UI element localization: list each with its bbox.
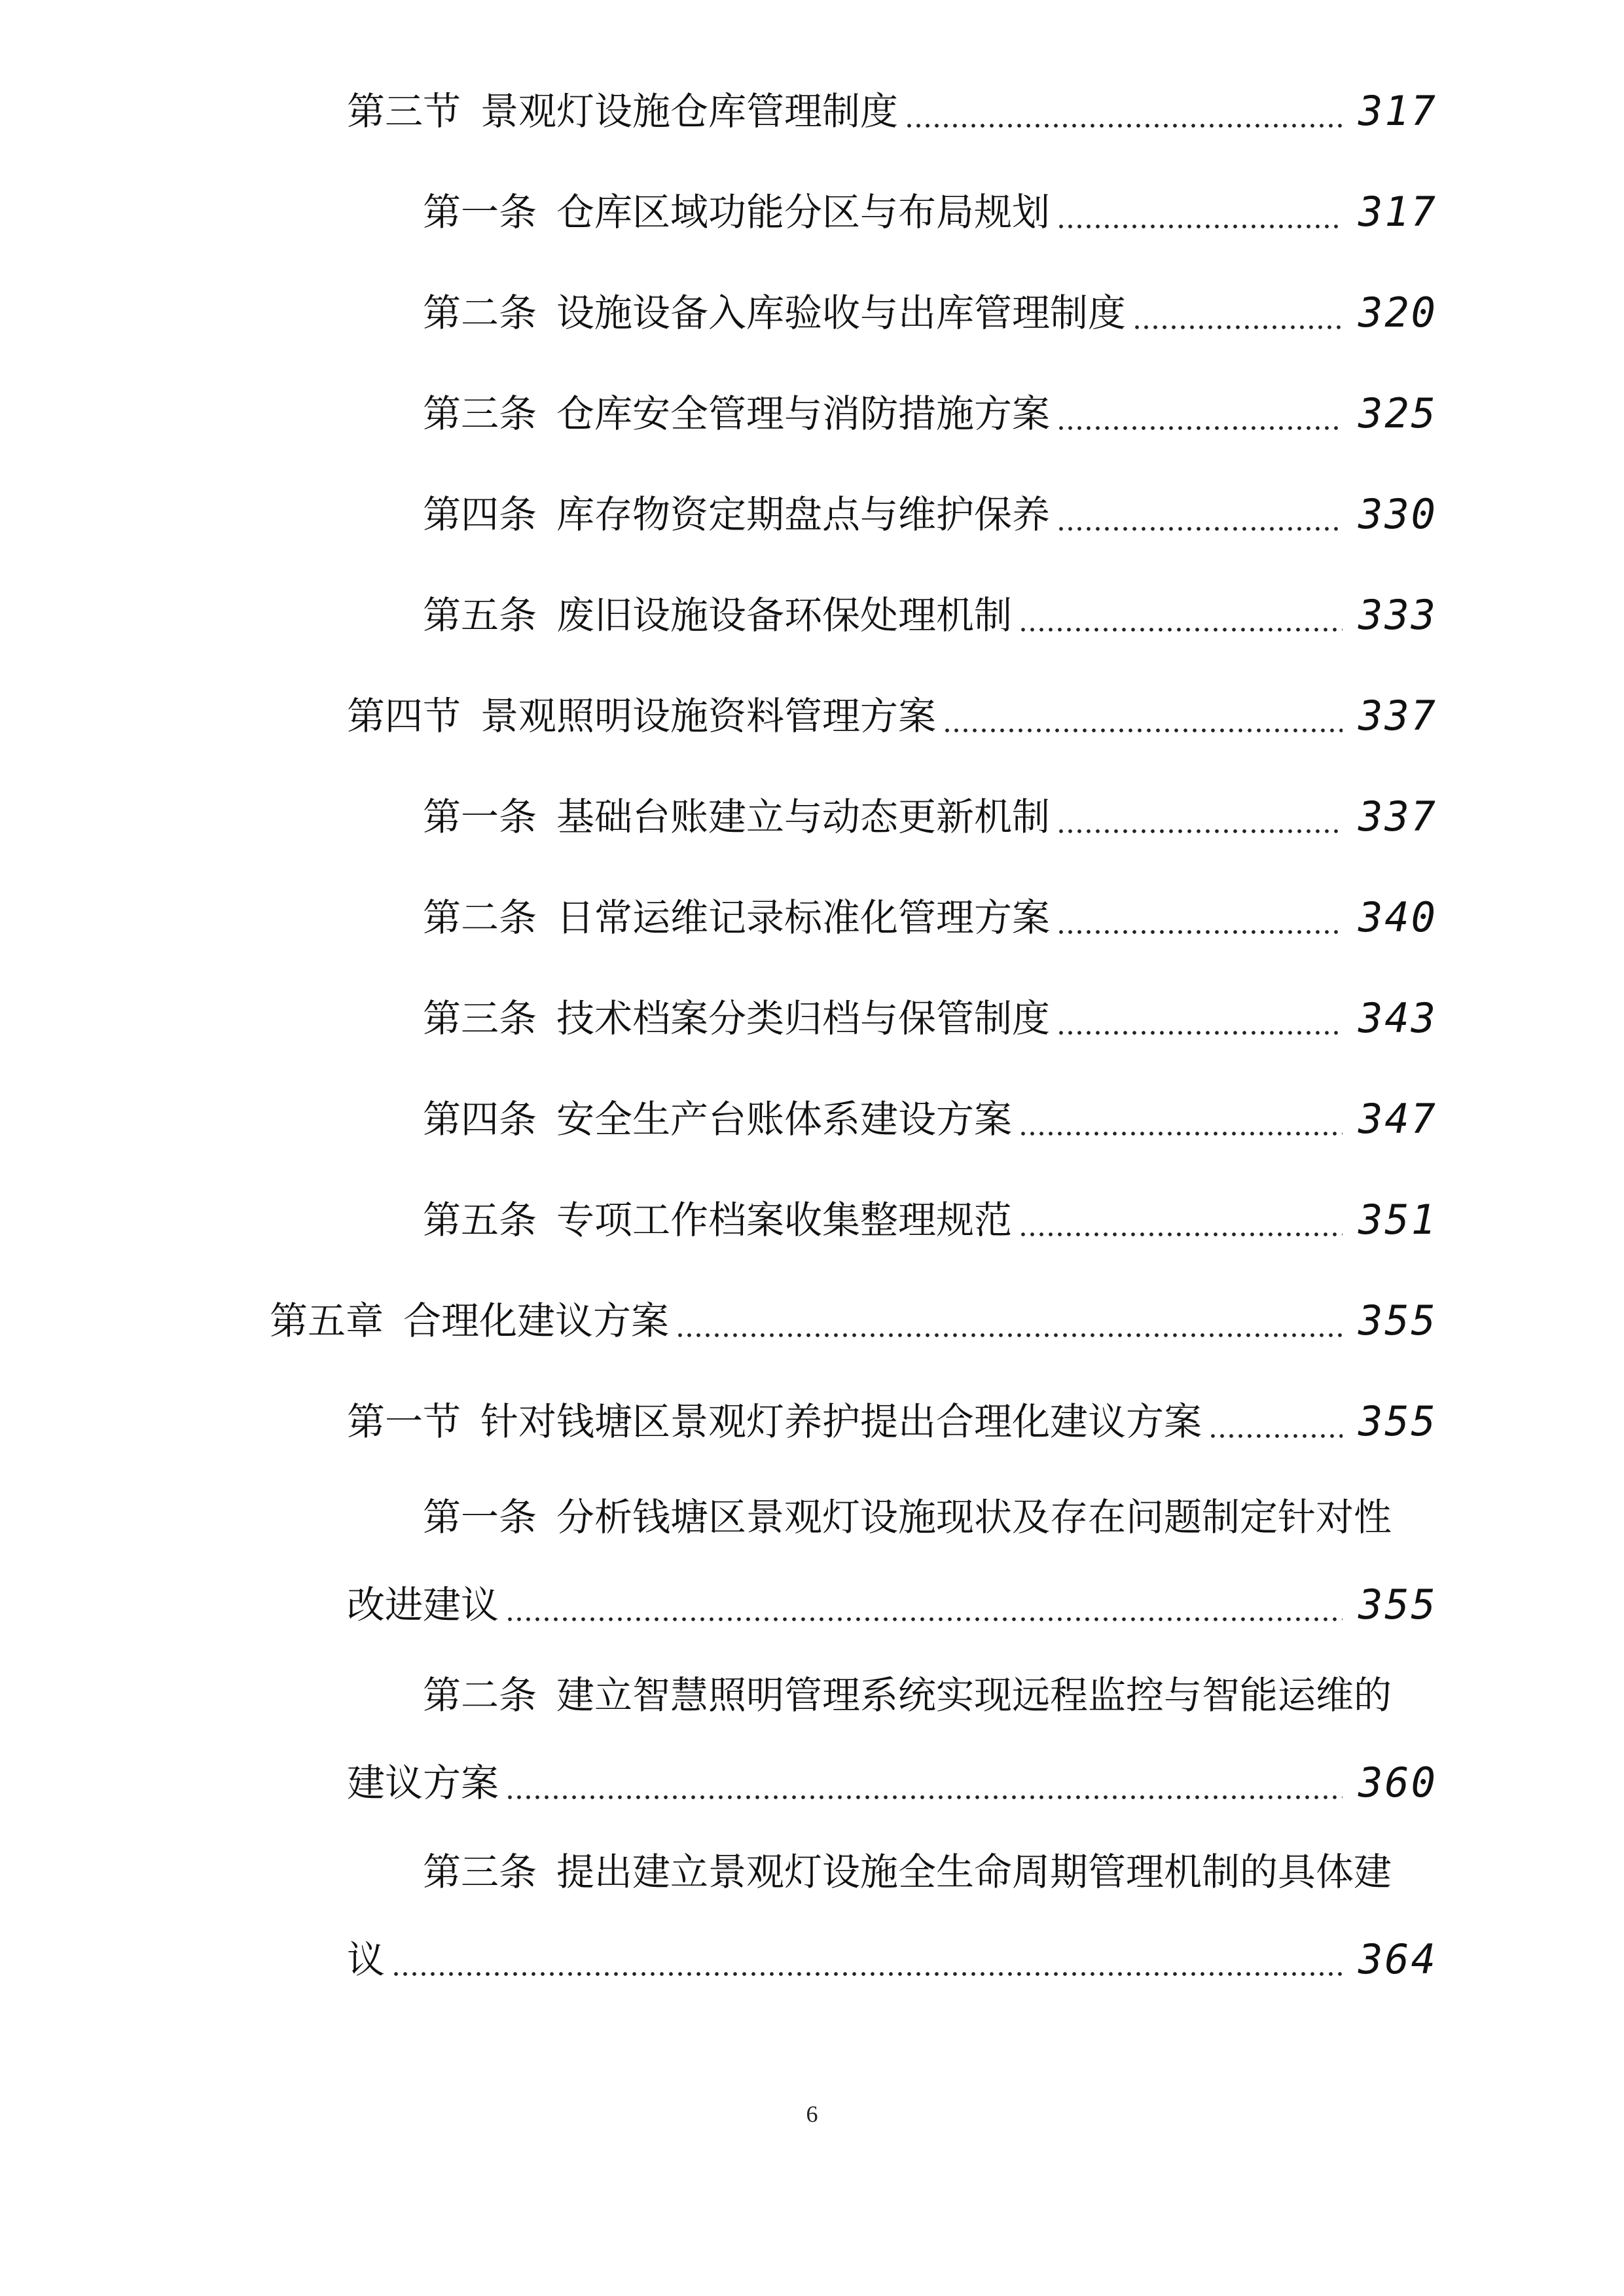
page-number: 6 xyxy=(806,2101,818,2127)
toc-entry-page: 320 xyxy=(1358,289,1437,336)
toc-entry-number: 第四条 xyxy=(423,1097,537,1141)
toc-entry-continuation[interactable] xyxy=(347,1750,1437,1816)
toc-entry-page: 364 xyxy=(1358,1935,1437,1983)
toc-entry-title: 仓库安全管理与消防措施方案 xyxy=(556,391,1051,436)
dot-leader xyxy=(1056,798,1343,836)
dot-leader xyxy=(1056,999,1343,1037)
toc-entry-article[interactable] xyxy=(423,986,1437,1051)
toc-entry-number: 第三条 xyxy=(423,1850,537,1894)
toc-entry-number: 第三条 xyxy=(423,996,537,1041)
toc-entry-page: 333 xyxy=(1358,591,1437,639)
toc-entry-page: 337 xyxy=(1358,692,1437,740)
toc-entry-title: 针对钱塘区景观灯养护提出合理化建议方案 xyxy=(480,1399,1202,1444)
toc-entry-title-continued: 议 xyxy=(347,1937,386,1982)
dot-leader xyxy=(1019,596,1343,634)
toc-entry-page: 317 xyxy=(1358,87,1437,135)
toc-entry-page: 330 xyxy=(1358,490,1437,538)
dot-leader xyxy=(1056,395,1343,433)
toc-entry-section[interactable] xyxy=(347,1389,1437,1454)
toc-entry-title: 废旧设施设备环保处理机制 xyxy=(556,593,1013,637)
toc-entry-chapter[interactable] xyxy=(270,1288,1437,1354)
toc-entry-title: 分析钱塘区景观灯设施现状及存在问题制定针对性 xyxy=(556,1495,1392,1539)
toc-entry-number: 第一条 xyxy=(423,1495,537,1539)
toc-entry-page: 343 xyxy=(1358,994,1437,1042)
dot-leader xyxy=(505,1586,1343,1624)
toc-entry-title: 合理化建议方案 xyxy=(403,1299,670,1343)
dot-leader xyxy=(1019,1201,1343,1239)
toc-entry-number: 第五条 xyxy=(423,1198,537,1242)
toc-entry-number: 第五条 xyxy=(423,593,537,637)
toc-entry-page: 360 xyxy=(1358,1759,1437,1806)
toc-entry-page: 325 xyxy=(1358,389,1437,437)
toc-entry-article[interactable] xyxy=(423,1086,1437,1152)
toc-entry-article[interactable] xyxy=(423,1187,1437,1253)
toc-entry-number: 第二条 xyxy=(423,895,537,940)
toc-entry-number: 第二条 xyxy=(423,1673,537,1717)
toc-entry-page: 351 xyxy=(1358,1196,1437,1244)
dot-leader xyxy=(391,1941,1343,1979)
toc-entry-title: 仓库区域功能分区与布局规划 xyxy=(556,190,1051,234)
toc-entry-page: 355 xyxy=(1358,1397,1437,1445)
toc-entry-title: 提出建立景观灯设施全生命周期管理机制的具体建 xyxy=(556,1850,1392,1894)
toc-entry-article[interactable] xyxy=(423,885,1437,950)
toc-entry-title: 日常运维记录标准化管理方案 xyxy=(556,895,1051,940)
toc-entry-article[interactable] xyxy=(423,583,1437,648)
toc-entry-continuation[interactable] xyxy=(347,1572,1437,1638)
toc-entry-article[interactable] xyxy=(423,179,1437,245)
dot-leader xyxy=(905,92,1343,130)
toc-entry-title-continued: 建议方案 xyxy=(347,1761,499,1805)
toc-entry-page: 340 xyxy=(1358,893,1437,941)
toc-entry-number: 第三条 xyxy=(423,391,537,436)
dot-leader xyxy=(1056,495,1343,533)
toc-entry-number: 第一条 xyxy=(423,190,537,234)
toc-entry-continuation[interactable] xyxy=(347,1927,1437,1992)
toc-entry-section[interactable] xyxy=(347,683,1437,749)
toc-entry-article[interactable] xyxy=(423,1839,1437,1905)
dot-leader xyxy=(676,1302,1343,1340)
toc-entry-title: 安全生产台账体系建设方案 xyxy=(556,1097,1013,1141)
dot-leader xyxy=(1132,294,1343,332)
toc-entry-title-continued: 改进建议 xyxy=(347,1583,499,1627)
toc-entry-title: 库存物资定期盘点与维护保养 xyxy=(556,492,1051,537)
toc-entry-page: 347 xyxy=(1358,1095,1437,1143)
toc-entry-page: 317 xyxy=(1358,188,1437,236)
dot-leader xyxy=(1056,193,1343,231)
dot-leader xyxy=(1056,899,1343,937)
toc-entry-title: 建立智慧照明管理系统实现远程监控与智能运维的 xyxy=(556,1673,1392,1717)
dot-leader xyxy=(1019,1100,1343,1138)
toc-entry-article[interactable] xyxy=(423,1484,1437,1550)
toc-entry-title: 专项工作档案收集整理规范 xyxy=(556,1198,1013,1242)
toc-entry-number: 第五章 xyxy=(270,1299,384,1343)
dot-leader xyxy=(505,1764,1343,1802)
toc-entry-number: 第四条 xyxy=(423,492,537,537)
toc-entry-title: 基础台账建立与动态更新机制 xyxy=(556,795,1051,839)
dot-leader xyxy=(1208,1403,1343,1441)
toc-entry-article[interactable] xyxy=(423,280,1437,346)
toc-entry-title: 设施设备入库验收与出库管理制度 xyxy=(556,291,1127,335)
toc-entry-article[interactable] xyxy=(423,381,1437,446)
toc-entry-article[interactable] xyxy=(423,482,1437,547)
toc-entry-section[interactable] xyxy=(347,79,1437,144)
toc-entry-number: 第三节 xyxy=(347,89,461,134)
toc-entry-title: 景观照明设施资料管理方案 xyxy=(480,694,937,738)
toc-entry-title: 景观灯设施仓库管理制度 xyxy=(480,89,899,134)
toc-entry-title: 技术档案分类归档与保管制度 xyxy=(556,996,1051,1041)
toc-entry-number: 第一节 xyxy=(347,1399,461,1444)
toc-entry-number: 第一条 xyxy=(423,795,537,839)
toc-entry-article[interactable] xyxy=(423,1662,1437,1728)
toc-entry-page: 355 xyxy=(1358,1581,1437,1628)
toc-entry-page: 337 xyxy=(1358,793,1437,840)
toc-entry-page: 355 xyxy=(1358,1297,1437,1344)
dot-leader xyxy=(943,697,1343,735)
toc-entry-number: 第二条 xyxy=(423,291,537,335)
toc-entry-number: 第四节 xyxy=(347,694,461,738)
toc-entry-article[interactable] xyxy=(423,784,1437,850)
